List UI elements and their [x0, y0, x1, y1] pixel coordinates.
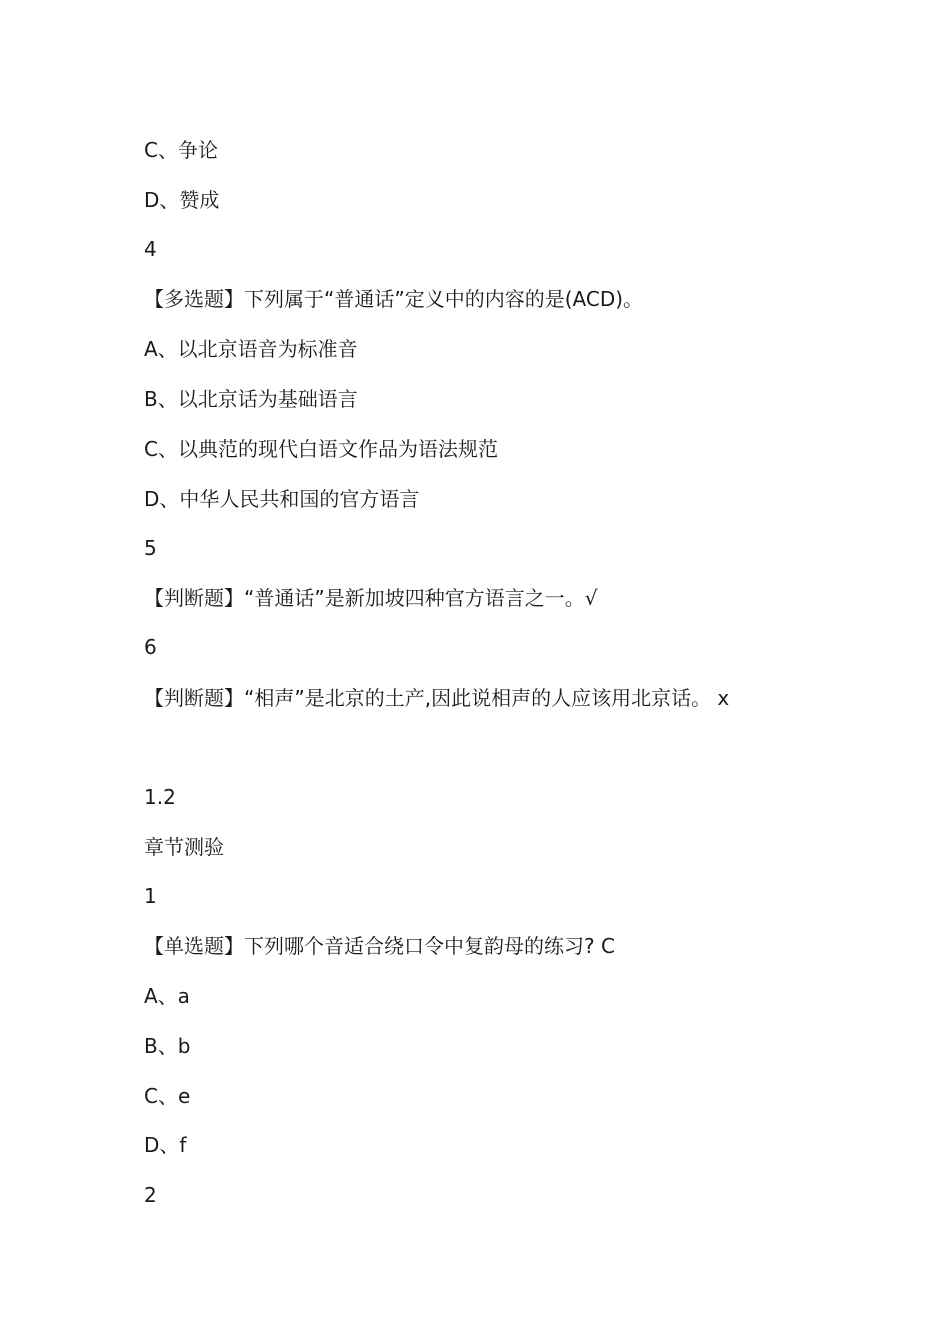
- section-title: 章节测验: [144, 835, 224, 859]
- question-number: 1: [144, 884, 157, 908]
- option-c-text: C、e: [144, 1084, 191, 1108]
- option-c-text: C、争论: [144, 138, 218, 162]
- option-d-text: D、赞成: [144, 188, 220, 212]
- option-d-text: D、中华人民共和国的官方语言: [144, 487, 420, 511]
- section-number: 1.2: [144, 785, 176, 809]
- question-text: 【判断题】“普通话”是新加坡四种官方语言之一。√: [144, 586, 598, 610]
- option-b-text: B、b: [144, 1034, 191, 1058]
- question-text: 【多选题】下列属于“普通话”定义中的内容的是(ACD)。: [144, 287, 644, 311]
- question-text: 【判断题】“相声”是北京的土产,因此说相声的人应该用北京话。 x: [144, 686, 730, 710]
- option-b-text: B、以北京话为基础语言: [144, 387, 358, 411]
- option-c-text: C、以典范的现代白语文作品为语法规范: [144, 437, 498, 461]
- option-a-text: A、以北京语音为标准音: [144, 337, 358, 361]
- question-number: 4: [144, 237, 157, 261]
- option-a-text: A、a: [144, 984, 190, 1008]
- question-number: 2: [144, 1183, 157, 1207]
- question-text: 【单选题】下列哪个音适合绕口令中复韵母的练习? C: [144, 934, 615, 958]
- option-d-text: D、f: [144, 1133, 187, 1157]
- question-number: 5: [144, 536, 157, 560]
- question-number: 6: [144, 635, 157, 659]
